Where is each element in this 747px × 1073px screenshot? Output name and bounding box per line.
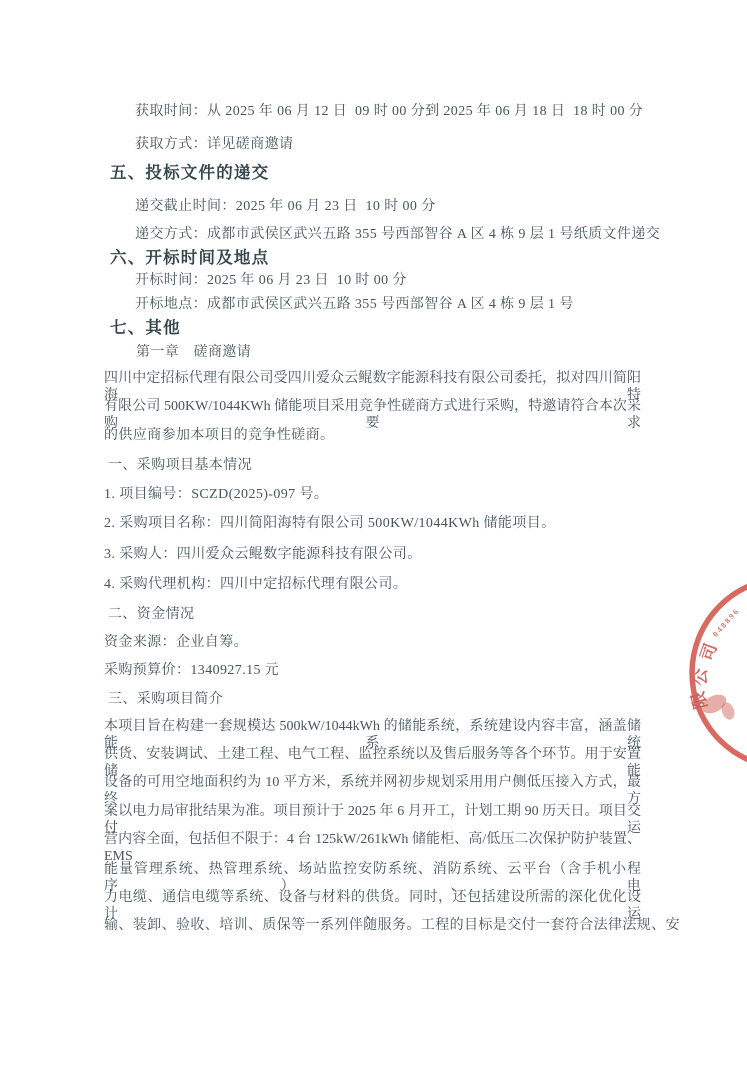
seal-character: 限 xyxy=(688,689,711,711)
section7-heading: 七、其他 xyxy=(110,318,181,337)
acquire-time-line: 获取时间：从 2025 年 06 月 12 日 09 时 00 分到 2025 年 06 月 18 日 18 时 00 分 xyxy=(135,104,644,119)
budget-price-line: 采购预算价：1340927.15 元 xyxy=(104,663,280,678)
intro-paragraph-line: 本项目旨在构建一套规模达 500kW/1044kWh 的储能系统，系统建设内容丰富，涵盖储能系统 xyxy=(104,719,641,751)
basic-info-heading: 一、采购项目基本情况 xyxy=(108,458,252,473)
submit-deadline-line: 递交截止时间：2025 年 06 月 23 日 10 时 00 分 xyxy=(135,199,436,214)
invitation-paragraph-line: 四川中定招标代理有限公司受四川爱众云鲲数字能源科技有限公司委托，拟对四川简阳海特 xyxy=(104,371,641,403)
intro-heading: 三、采购项目简介 xyxy=(108,692,224,707)
basic-info-item: 1. 项目编号：SCZD(2025)-097 号。 xyxy=(104,487,329,502)
intro-paragraph-line: 案以电力局审批结果为准。项目预计于 2025 年 6 月开工，计划工期 90 历天日。项目交付运 xyxy=(104,804,641,836)
funding-heading: 二、资金情况 xyxy=(108,607,195,622)
invitation-paragraph-line: 的供应商参加本项目的竞争性磋商。 xyxy=(104,428,335,443)
basic-info-item: 4. 采购代理机构：四川中定招标代理有限公司。 xyxy=(104,577,408,592)
intro-paragraph-line: 力电缆、通信电缆等系统、设备与材料的供货。同时，还包括建设所需的深化优化设计、运 xyxy=(104,890,641,922)
seal-character: 公 xyxy=(691,668,710,686)
intro-paragraph-line: 能量管理系统、热管理系统、场站监控安防系统、消防系统、云平台（含手机小程序）、电 xyxy=(104,862,641,894)
submit-method-line: 递交方式：成都市武侯区武兴五路 355 号西部智谷 A 区 4 栋 9 层 1 号纸质文件递交 xyxy=(135,227,661,242)
open-place-line: 开标地点：成都市武侯区武兴五路 355 号西部智谷 A 区 4 栋 9 层 1 号 xyxy=(135,297,574,312)
seal-serial-number: 048896 xyxy=(710,605,742,639)
chapter-title: 第一章 磋商邀请 xyxy=(136,345,252,360)
section6-heading: 六、开标时间及地点 xyxy=(110,248,270,267)
acquire-method-line: 获取方式：详见磋商邀请 xyxy=(135,137,294,152)
invitation-paragraph-line: 有限公司 500KW/1044KWh 储能项目采用竞争性磋商方式进行采购，特邀请符合本次采购要求 xyxy=(104,399,641,431)
intro-paragraph-line: 输、装卸、验收、培训、质保等一系列伴随服务。工程的目标是交付一套符合法律法规、安 xyxy=(104,918,680,933)
basic-info-item: 2. 采购项目名称：四川简阳海特有限公司 500KW/1044KWh 储能项目。 xyxy=(104,516,556,531)
intro-paragraph-line: 营内容全面，包括但不限于：4 台 125kW/261kWh 储能柜、高/低压二次保护防护装置、EMS xyxy=(104,832,641,864)
seal-character: 司 xyxy=(696,640,721,664)
open-time-line: 开标时间：2025 年 06 月 23 日 10 时 00 分 xyxy=(135,273,407,288)
funding-source-line: 资金来源：企业自筹。 xyxy=(104,635,248,650)
section5-heading: 五、投标文件的递交 xyxy=(110,163,270,182)
intro-paragraph-line: 供货、安装调试、土建工程、电气工程、监控系统以及售后服务等各个环节。用于安置储能 xyxy=(104,747,641,779)
intro-paragraph-line: 设备的可用空地面积约为 10 平方米，系统并网初步规划采用用户侧低压接入方式，最终方 xyxy=(104,775,641,807)
basic-info-item: 3. 采购人：四川爱众云鲲数字能源科技有限公司。 xyxy=(104,547,422,562)
company-seal-stamp xyxy=(640,525,747,825)
